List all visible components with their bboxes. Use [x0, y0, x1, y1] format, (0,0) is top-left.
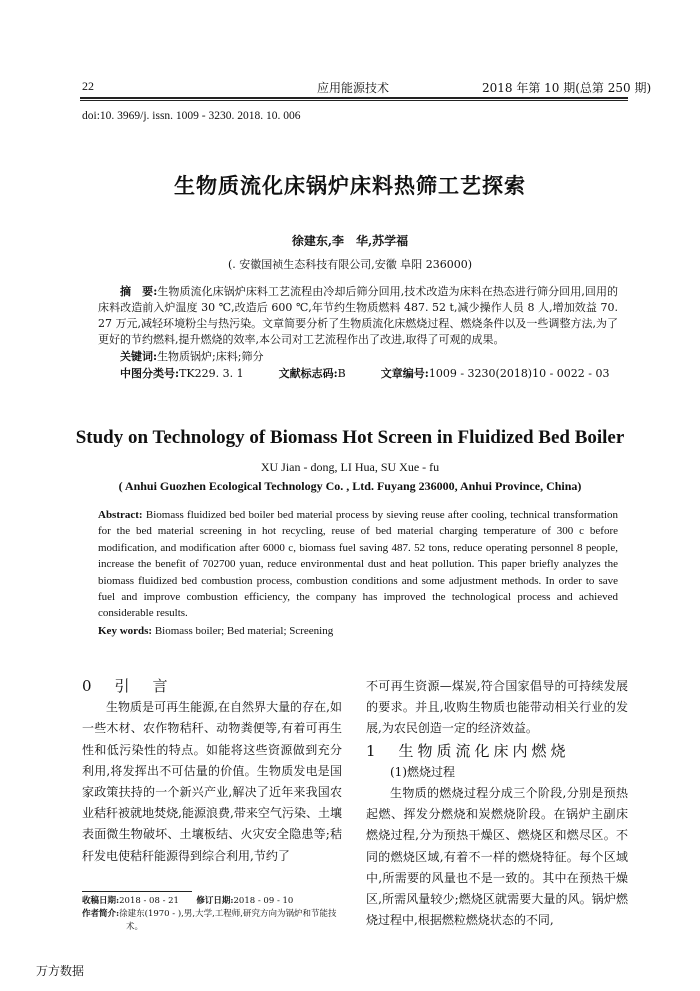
- combustion-paragraph: 生物质的燃烧过程分成三个阶段,分别是预热起燃、挥发分燃烧和炭燃烧阶段。在锅炉主副床燃烧过程,分为预热干燥区、燃烧区和燃尽区。不同的燃烧区域,有着不一样的燃烧特征。每个区域中,所需要的风量也不是一致的。其中在预热干燥区,所需风量较少;燃烧区就需要大量的风。锅炉燃烧过程中,根据燃粒燃烧状态的不同,: [366, 786, 628, 928]
- left-column: [82, 676, 342, 867]
- section-0-title: 0 引 言: [82, 677, 172, 695]
- authors-cn: 徐建东,李 华,苏学福: [291, 234, 409, 248]
- section-1-title: 1 生物质流化床内燃烧: [366, 741, 570, 760]
- intro-paragraph: 生物质是可再生能源,在自然界大量的存在,如一些木材、农作物秸秆、动物粪便等,有着可再生性和低污染性的特点。如能将这些资源做到充分利用,将发挥出不可估量的价值。生物质发电是国家政策扶持的一个新兴产业,解决了近年来我国农业秸秆被就地焚烧,能源浪费,带来空气污染、土壤表面微生物破坏、土壤板结、火灾安全隐患等;秸秆发电使秸秆能源得到综合利用,节约了: [82, 700, 342, 863]
- doi: doi:10. 3969/j. issn. 1009 - 3230. 2018. 10. 006: [82, 110, 301, 122]
- footer-watermark: 万方数据: [36, 964, 85, 978]
- abstract-en-text: Biomass fluidized bed boiler bed material process by sieving reuse after cooling, technical transformation for the bed material screening in hot recycling, reuse of bed material charging temperature of 300 c before modification, and modification after 6000 c, biomass fuel saving 487. 52 tons, reduce operating personnel 8 people, increase the benefit of 702700 yuan, reduce environmental dust and heat pollution. This paper briefly analyzes the biomass fluidized bed combustion process, combustion conditions and some adjustment methods. In order to save fuel and improve combustion efficiency, the company has improved the technological process and achieved considerable results.: [98, 509, 618, 620]
- header-rule-thin: [80, 100, 628, 101]
- abstract-cn-label: 摘 要:: [120, 285, 158, 298]
- issue-info: 2018 年第 10 期(总第 250 期): [482, 81, 652, 95]
- continuation-paragraph: 不可再生资源—煤炭,符合国家倡导的可持续发展的要求。并且,收购生物质也能带动相关行业的发展,为农民创造一定的经济效益。: [366, 679, 628, 736]
- abstract-en: [98, 507, 618, 639]
- paper-title-cn: 生物质流化床锅炉床料热筛工艺探索: [174, 173, 526, 198]
- page-number: 22: [82, 79, 94, 93]
- keywords-cn: 关键词:生物质锅炉;床料;筛分: [120, 350, 264, 363]
- journal-name: 应用能源技术: [317, 81, 390, 95]
- keywords-en: Key words: Biomass boiler; Bed material; Screening: [98, 624, 334, 637]
- classification-line: 中图分类号:TK229. 3. 1 文献标志码:B 文章编号:1009 - 3230(2018)10 - 0022 - 03: [120, 367, 610, 380]
- footnote: 收稿日期:2018 - 08 - 21 修订日期:2018 - 09 - 10 作者简介:徐建东(1970 - ),男,大学,工程师,研究方向为锅炉和节能技术。: [82, 896, 337, 932]
- header-rule: [80, 97, 628, 99]
- subsection-title: (1)燃烧过程: [390, 764, 455, 779]
- affiliation-en: ( Anhui Guozhen Ecological Technology Co. , Ltd. Fuyang 236000, Anhui Province, China): [118, 479, 582, 493]
- abstract-cn-text: 生物质流化床锅炉床料工艺流程由冷却后筛分回用,技术改造为床料在热态进行筛分回用,回用的床料改造前入炉温度 30 ℃,改造后 600 ℃,年节约生物质燃料 487. 52 t,减少操作人员 8 人,增加效益 70. 27 万元,减轻环境粉尘与热污染。文章简要分析了生物质流化床燃烧过程、燃烧条件以及一些调整方法,为了更好的节约燃料,提升燃烧的效率,本公司对工艺流程作出了改进,取得了可观的成果。: [98, 285, 619, 346]
- authors-en: XU Jian - dong, LI Hua, SU Xue - fu: [260, 460, 440, 474]
- affiliation-cn: (. 安徽国祯生态科技有限公司,安徽 阜阳 236000): [227, 258, 473, 271]
- abstract-en-label: Abstract:: [98, 509, 143, 521]
- paper-title-en: Study on Technology of Biomass Hot Screen in Fluidized Bed Boiler: [75, 427, 625, 448]
- footnote-rule: [82, 891, 192, 892]
- right-column: [366, 676, 628, 931]
- abstract-cn: [98, 284, 618, 382]
